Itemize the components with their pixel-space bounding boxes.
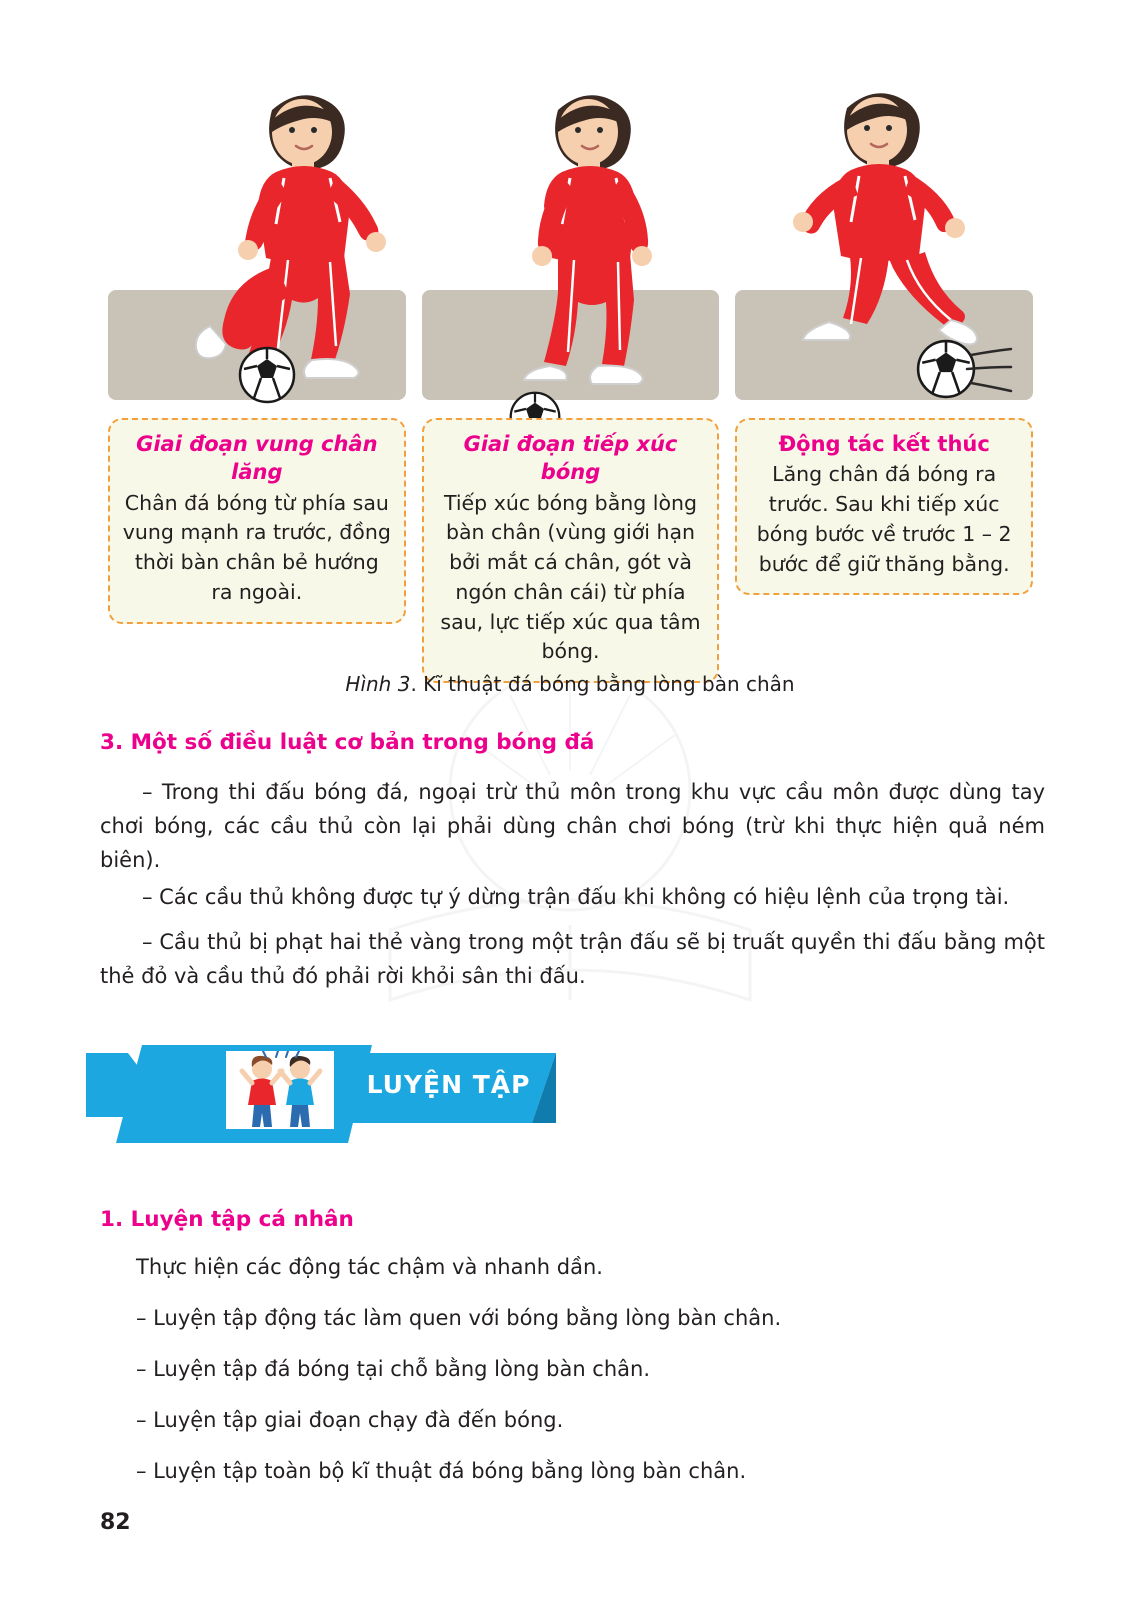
practice-line-3: – Luyện tập giai đoạn chạy đà đến bóng. <box>136 1408 564 1432</box>
figure-caption-label: Hình 3 <box>345 672 411 696</box>
banner-kids-illustration <box>226 1051 334 1129</box>
practice-section-heading: 1. Luyện tập cá nhân <box>100 1207 354 1232</box>
rules-paragraph-1: – Trong thi đấu bóng đá, ngoại trừ thủ môn trong khu vực cầu môn được dùng tay chơi bóng, các cầu thủ còn lại phải dùng chân chơi bóng (trừ khi thực hiện quả ném biên). <box>100 780 1045 873</box>
figure-caption-text: . Kĩ thuật đá bóng bằng lòng bàn chân <box>410 672 795 696</box>
caption-text-1: Chân đá bóng từ phía sau vung mạnh ra trước, đồng thời bàn chân bẻ hướng ra ngoài. <box>122 490 391 604</box>
caption-box-3 <box>735 418 1033 595</box>
rules-section-heading: 3. Một số điều luật cơ bản trong bóng đá <box>100 730 595 755</box>
player-figure-2 <box>480 70 720 400</box>
caption-title-1: Giai đoạn vung chân lăng <box>136 432 378 485</box>
caption-text-3: Lăng chân đá bóng ra trước. Sau khi tiếp xúc bóng bước về trước 1 – 2 bước để giữ thăng bằng. <box>756 462 1012 576</box>
figure-caption-boxes <box>108 418 1033 683</box>
rules-paragraph-2: – Các cầu thủ không được tự ý dừng trận đấu khi không có hiệu lệnh của trọng tài. <box>142 885 1010 909</box>
practice-line-4: – Luyện tập toàn bộ kĩ thuật đá bóng bằng lòng bàn chân. <box>136 1459 747 1483</box>
motion-lines-icon <box>965 345 1025 395</box>
page-number: 82 <box>100 1510 131 1535</box>
caption-text-2: Tiếp xúc bóng bằng lòng bàn chân (vùng giới hạn bởi mắt cá chân, gót và ngón chân cái) từ phía sau, lực tiếp xúc qua tâm bóng. <box>440 490 701 664</box>
caption-box-1 <box>108 418 406 624</box>
soccer-ball-1 <box>237 345 297 405</box>
luyen-tap-banner <box>86 1045 556 1145</box>
caption-title-3: Động tác kết thúc <box>778 432 990 456</box>
rules-paragraph-3: – Cầu thủ bị phạt hai thẻ vàng trong một trận đấu sẽ bị truất quyền thi đấu bằng một thẻ đỏ và cầu thủ đó phải rời khỏi sân thi đấu. <box>100 930 1045 989</box>
caption-box-2 <box>422 418 720 683</box>
caption-title-2: Giai đoạn tiếp xúc bóng <box>463 432 678 485</box>
figure-caption <box>0 672 1140 696</box>
banner-label: LUYỆN TẬP <box>366 1069 531 1099</box>
player-figure-1 <box>180 70 440 400</box>
practice-line-0: Thực hiện các động tác chậm và nhanh dần. <box>136 1255 603 1279</box>
practice-line-2: – Luyện tập đá bóng tại chỗ bằng lòng bàn chân. <box>136 1357 651 1381</box>
practice-line-1: – Luyện tập động tác làm quen với bóng bằng lòng bàn chân. <box>136 1306 782 1330</box>
